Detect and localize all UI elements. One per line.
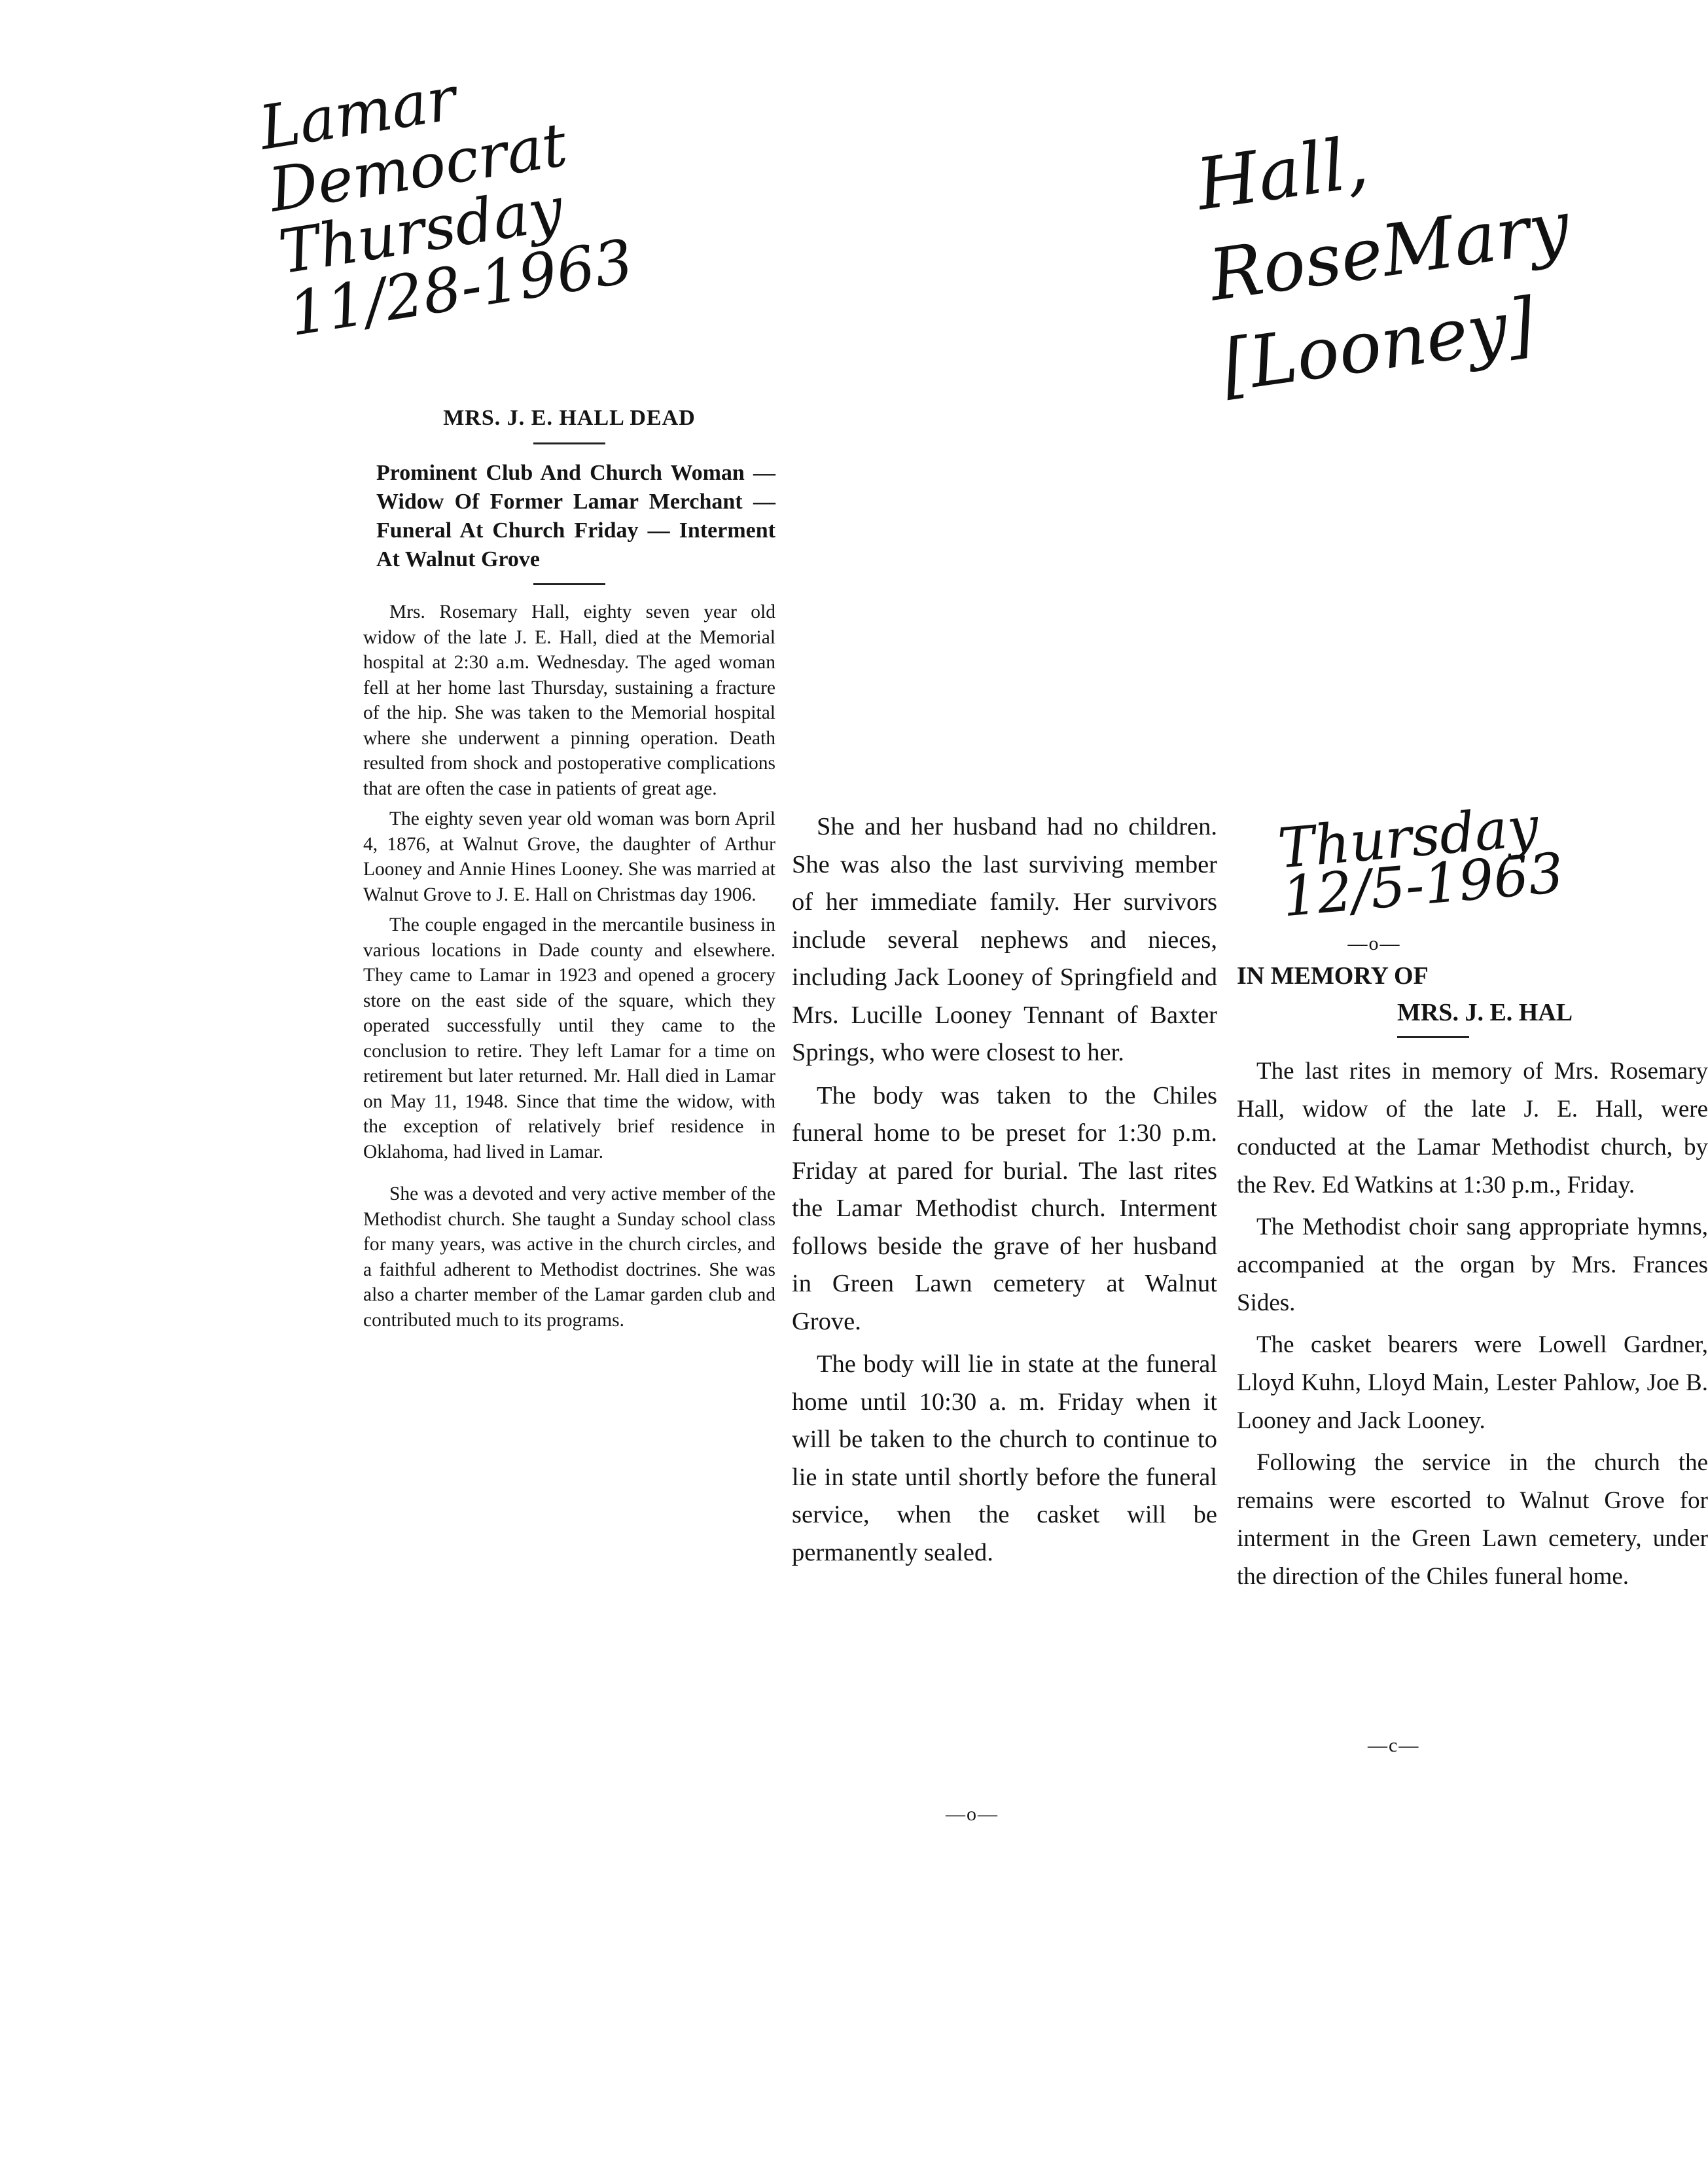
- article-paragraph: The eighty seven year old woman was born April 4, 1876, at Walnut Grove, the daughter of Arthur Looney and Annie Hines Looney. She was married at Walnut Grove to J. E. Hall on Christmas day 1906.: [363, 808, 775, 905]
- article-paragraph: The couple engaged in the mercantile business in various locations in Dade county and elsewhere. They came to Lamar in 1923 and opened a grocery store on the east side of the square, which they operated successfully until they came to the conclusion to retire. They left Lamar for a time on retirement but later returned. Mr. Hall died in Lamar on May 11, 1948. Since that time the widow, with the exception of relatively brief residence in Oklahoma, had lived in Lamar.: [363, 914, 775, 1162]
- article-subheadline: Prominent Club And Church Woman — Widow Of Former Lamar Merchant — Funeral At Church Friday — Interment At Walnut Grove: [376, 461, 775, 571]
- end-mark: —c—: [1368, 1735, 1420, 1756]
- memorial-paragraph: The last rites in memory of Mrs. Rosemary Hall, widow of the late J. E. Hall, were conducted at the Lamar Methodist church, by the Rev. Ed Watkins at 1:30 p.m., Friday.: [1237, 1058, 1708, 1198]
- handwritten-date-note: Thursday 12/5-1963: [1275, 794, 1567, 929]
- memorial-headline: IN MEMORY OF: [1237, 962, 1429, 990]
- end-mark: —o—: [946, 1803, 999, 1825]
- article-paragraph: The body will lie in state at the funeral home until 10:30 a. m. Friday when it will be taken to the church to continue to lie in state until shortly before the funeral service, when the casket will be permanently sealed.: [792, 1350, 1217, 1566]
- article-paragraph: Mrs. Rosemary Hall, eighty seven year old widow of the late J. E. Hall, died at the Memorial hospital at 2:30 a.m. Wednesday. The aged woman fell at her home last Thursday, sustaining a fracture of the hip. She was taken to the Memorial hospital where she underwent a pinning operation. Death resulted from shock and postoperative complications that are often the case in patients of great age.: [363, 602, 775, 799]
- divider: [533, 442, 605, 444]
- article-paragraph: She and her husband had no children. She was also the last surviving member of her immediate family. Her survivors include several nephews and nieces, including Jack Looney of Springfield and Mrs. Lucille Looney Tennant of Baxter Springs, who were closest to her.: [792, 813, 1217, 1066]
- memorial-paragraph: The casket bearers were Lowell Gardner, Lloyd Kuhn, Lloyd Main, Lester Pahlow, Joe B. Looney and Jack Looney.: [1237, 1331, 1708, 1434]
- divider: [1397, 1036, 1469, 1038]
- handwritten-name-note: Hall, RoseMary [Looney]: [1191, 121, 1575, 408]
- article-column-3: [1237, 926, 1708, 1596]
- article-column-2: [792, 808, 1217, 1572]
- article-paragraph: She was a devoted and very active member of the Methodist church. She taught a Sunday school class for many years, was active in the church circles, and a faithful adherent to Methodist doctrines. She was also a charter member of the Lamar garden club and contributed much to its programs.: [363, 1183, 775, 1331]
- article-headline: MRS. J. E. HALL DEAD: [443, 406, 696, 430]
- divider: —o—: [1347, 933, 1401, 954]
- article-paragraph: The body was taken to the Chiles funeral home to be preset for 1:30 p.m. Friday at pared for burial. The last rites the Lamar Methodist church. Interment follows beside the grave of her husband in Green Lawn cemetery at Walnut Grove.: [792, 1081, 1217, 1335]
- divider: [533, 583, 605, 585]
- memorial-headline-name: MRS. J. E. HAL: [1397, 999, 1573, 1026]
- memorial-paragraph: The Methodist choir sang appropriate hymns, accompanied at the organ by Mrs. Frances Sides.: [1237, 1214, 1708, 1316]
- article-column-1: [363, 406, 775, 1333]
- memorial-paragraph: Following the service in the church the remains were escorted to Walnut Grove for interment in the Green Lawn cemetery, under the direction of the Chiles funeral home.: [1237, 1449, 1708, 1590]
- handwritten-source-note: Lamar Democrat Thursday 11/28-1963: [255, 63, 638, 350]
